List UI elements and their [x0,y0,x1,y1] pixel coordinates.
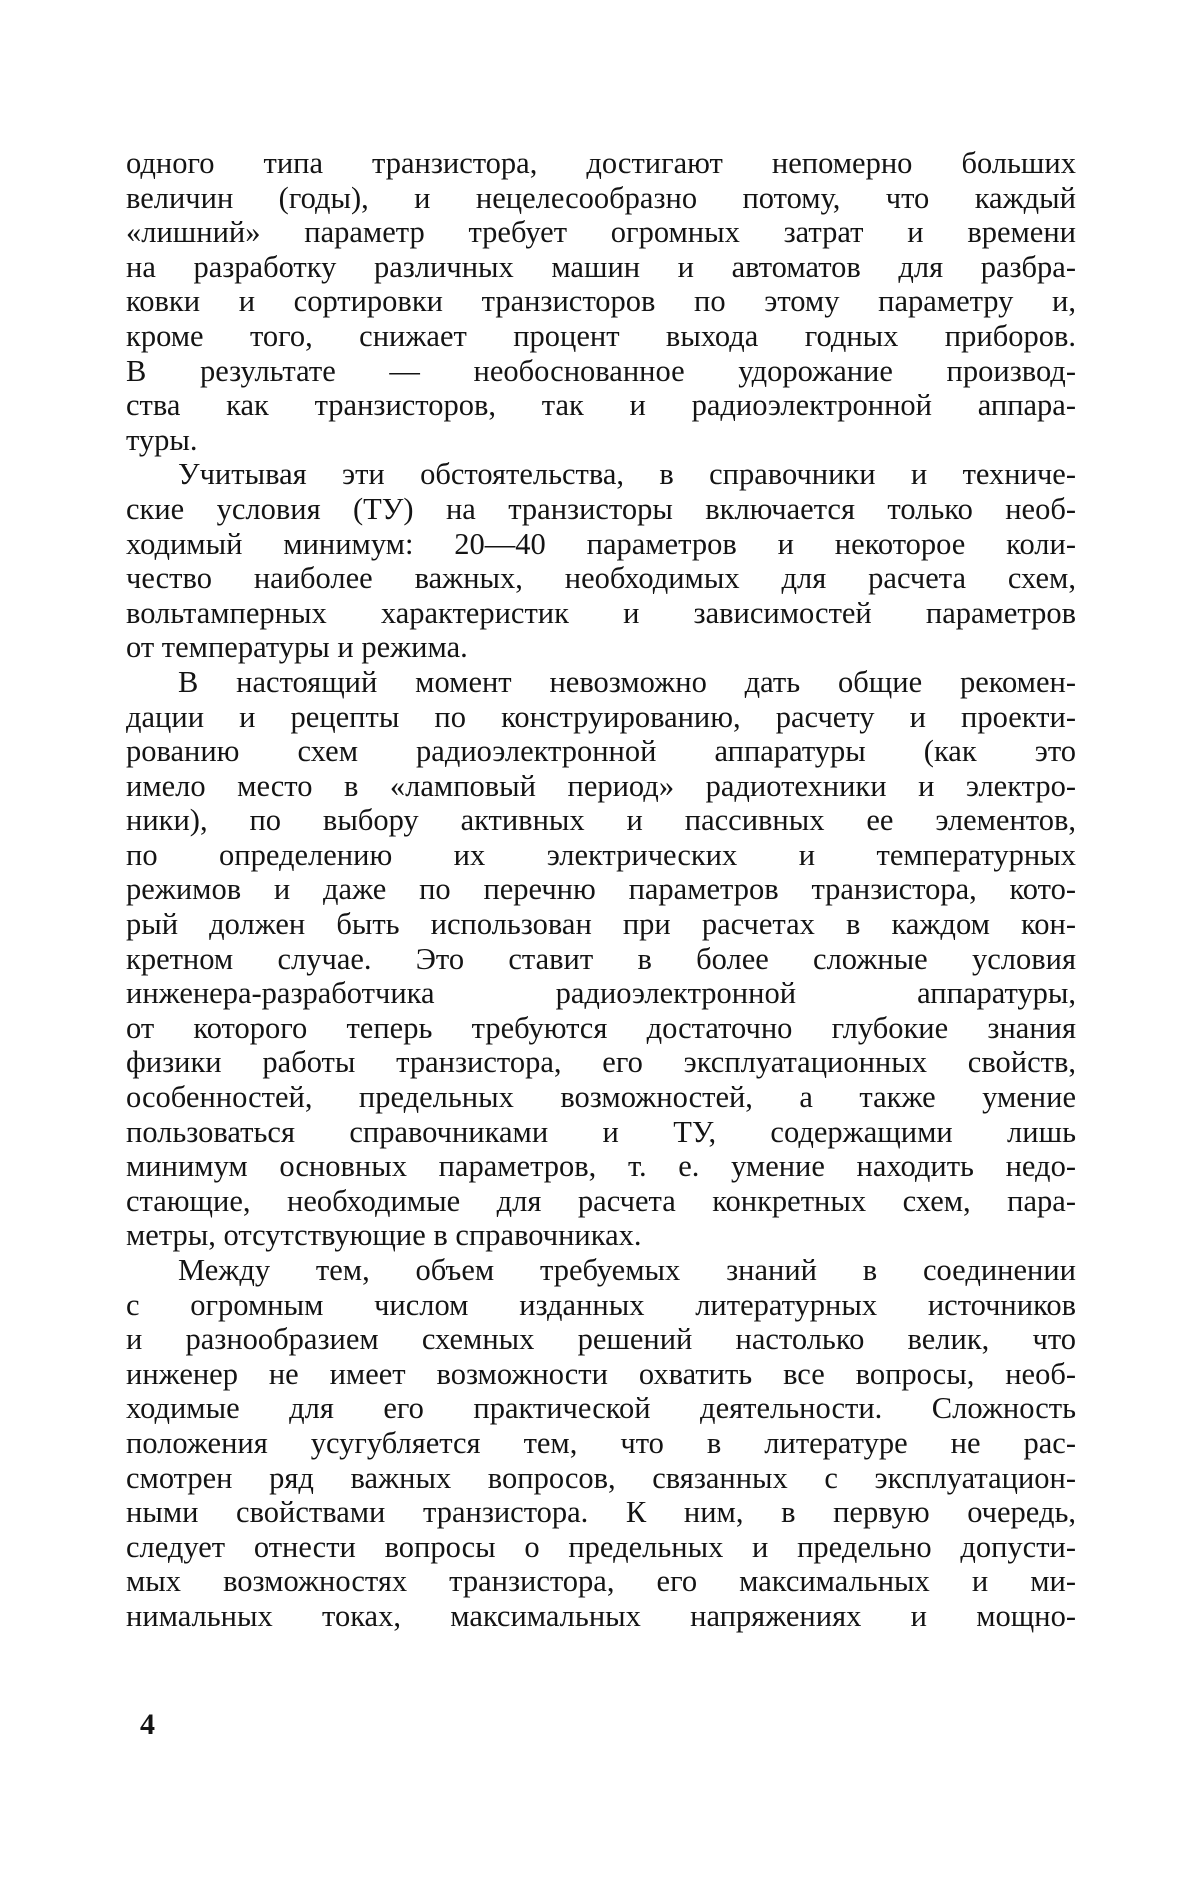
text-line: и разнообразием схемных решений настолько велик, что [126,1322,1076,1357]
text-line: метры, отсутствующие в справочниках. [126,1218,642,1253]
text-line: положения усугубляется тем, что в литературе не рас- [126,1425,1076,1460]
text-line: рованию схем радиоэлектронной аппаратуры (как это [126,734,1076,769]
text-line: смотрен ряд важных вопросов, связанных с эксплуатацион- [126,1460,1076,1495]
paragraph-first-line: Между тем, объем требуемых знаний в соединении [178,1253,1076,1287]
text-line: от температуры и режима. [126,630,468,665]
text-line: мых возможностях транзистора, его максимальных и ми- [126,1564,1076,1599]
text-line: кретном случае. Это ставит в более сложные условия [126,941,1076,976]
text-line: вольтамперных характеристик и зависимостей параметров [126,595,1076,630]
text-line: дации и рецепты по конструированию, расчету и проекти- [126,699,1076,734]
text-line: ходимый минимум: 20—40 параметров и некоторое коли- [126,526,1076,561]
text-line: режимов и даже по перечню параметров транзистора, кото- [126,872,1076,907]
text-line: особенностей, предельных возможностей, а также умение [126,1080,1076,1115]
text-line: инженера-разработчика радиоэлектронной аппаратуры, [126,976,1076,1011]
text-line: кроме того, снижает процент выхода годных приборов. [126,318,1076,353]
text-line: ства как транзисторов, так и радиоэлектронной аппара- [126,388,1076,423]
paragraph-first-line: В настоящий момент невозможно дать общие рекомен- [178,664,1076,699]
text-line: чество наиболее важных, необходимых для расчета схем, [126,561,1076,596]
text-line: ковки и сортировки транзисторов по этому параметру и, [126,284,1076,319]
body-text [126,146,1076,1634]
text-line: имело место в «ламповый период» радиотехники и электро- [126,768,1076,803]
page-number: 4 [140,1708,155,1741]
text-line: ники), по выбору активных и пассивных ее элементов, [126,803,1076,838]
text-line: следует отнести вопросы о предельных и предельно допусти- [126,1529,1076,1564]
text-line: нимальных токах, максимальных напряжениях и мощно- [126,1598,1076,1633]
text-line: ские условия (ТУ) на транзисторы включается только необ- [126,491,1076,526]
text-line: с огромным числом изданных литературных источников [126,1287,1076,1322]
text-line: стающие, необходимые для расчета конкретных схем, пара- [126,1183,1076,1218]
text-line: одного типа транзистора, достигают непомерно больших [126,146,1076,180]
text-line: минимум основных параметров, т. е. умение находить недо- [126,1149,1076,1184]
text-line: на разработку различных машин и автоматов для разбра- [126,249,1076,284]
paragraph-first-line: Учитывая эти обстоятельства, в справочники и техниче- [178,457,1076,492]
text-line: инженер не имеет возможности охватить все вопросы, необ- [126,1356,1076,1391]
text-line: ными свойствами транзистора. К ним, в первую очередь, [126,1495,1076,1530]
text-line: «лишний» параметр требует огромных затрат и времени [126,215,1076,250]
text-line: физики работы транзистора, его эксплуатационных свойств, [126,1045,1076,1080]
text-line: величин (годы), и нецелесообразно потому, что каждый [126,180,1076,215]
text-line: В результате — необоснованное удорожание производ- [126,353,1076,388]
text-line: от которого теперь требуются достаточно глубокие знания [126,1010,1076,1045]
text-line: рый должен быть использован при расчетах в каждом кон- [126,907,1076,942]
text-line: туры. [126,422,198,457]
text-line: по определению их электрических и температурных [126,837,1076,872]
text-line: ходимые для его практической деятельности. Сложность [126,1391,1076,1426]
text-line: пользоваться справочниками и ТУ, содержащими лишь [126,1114,1076,1149]
